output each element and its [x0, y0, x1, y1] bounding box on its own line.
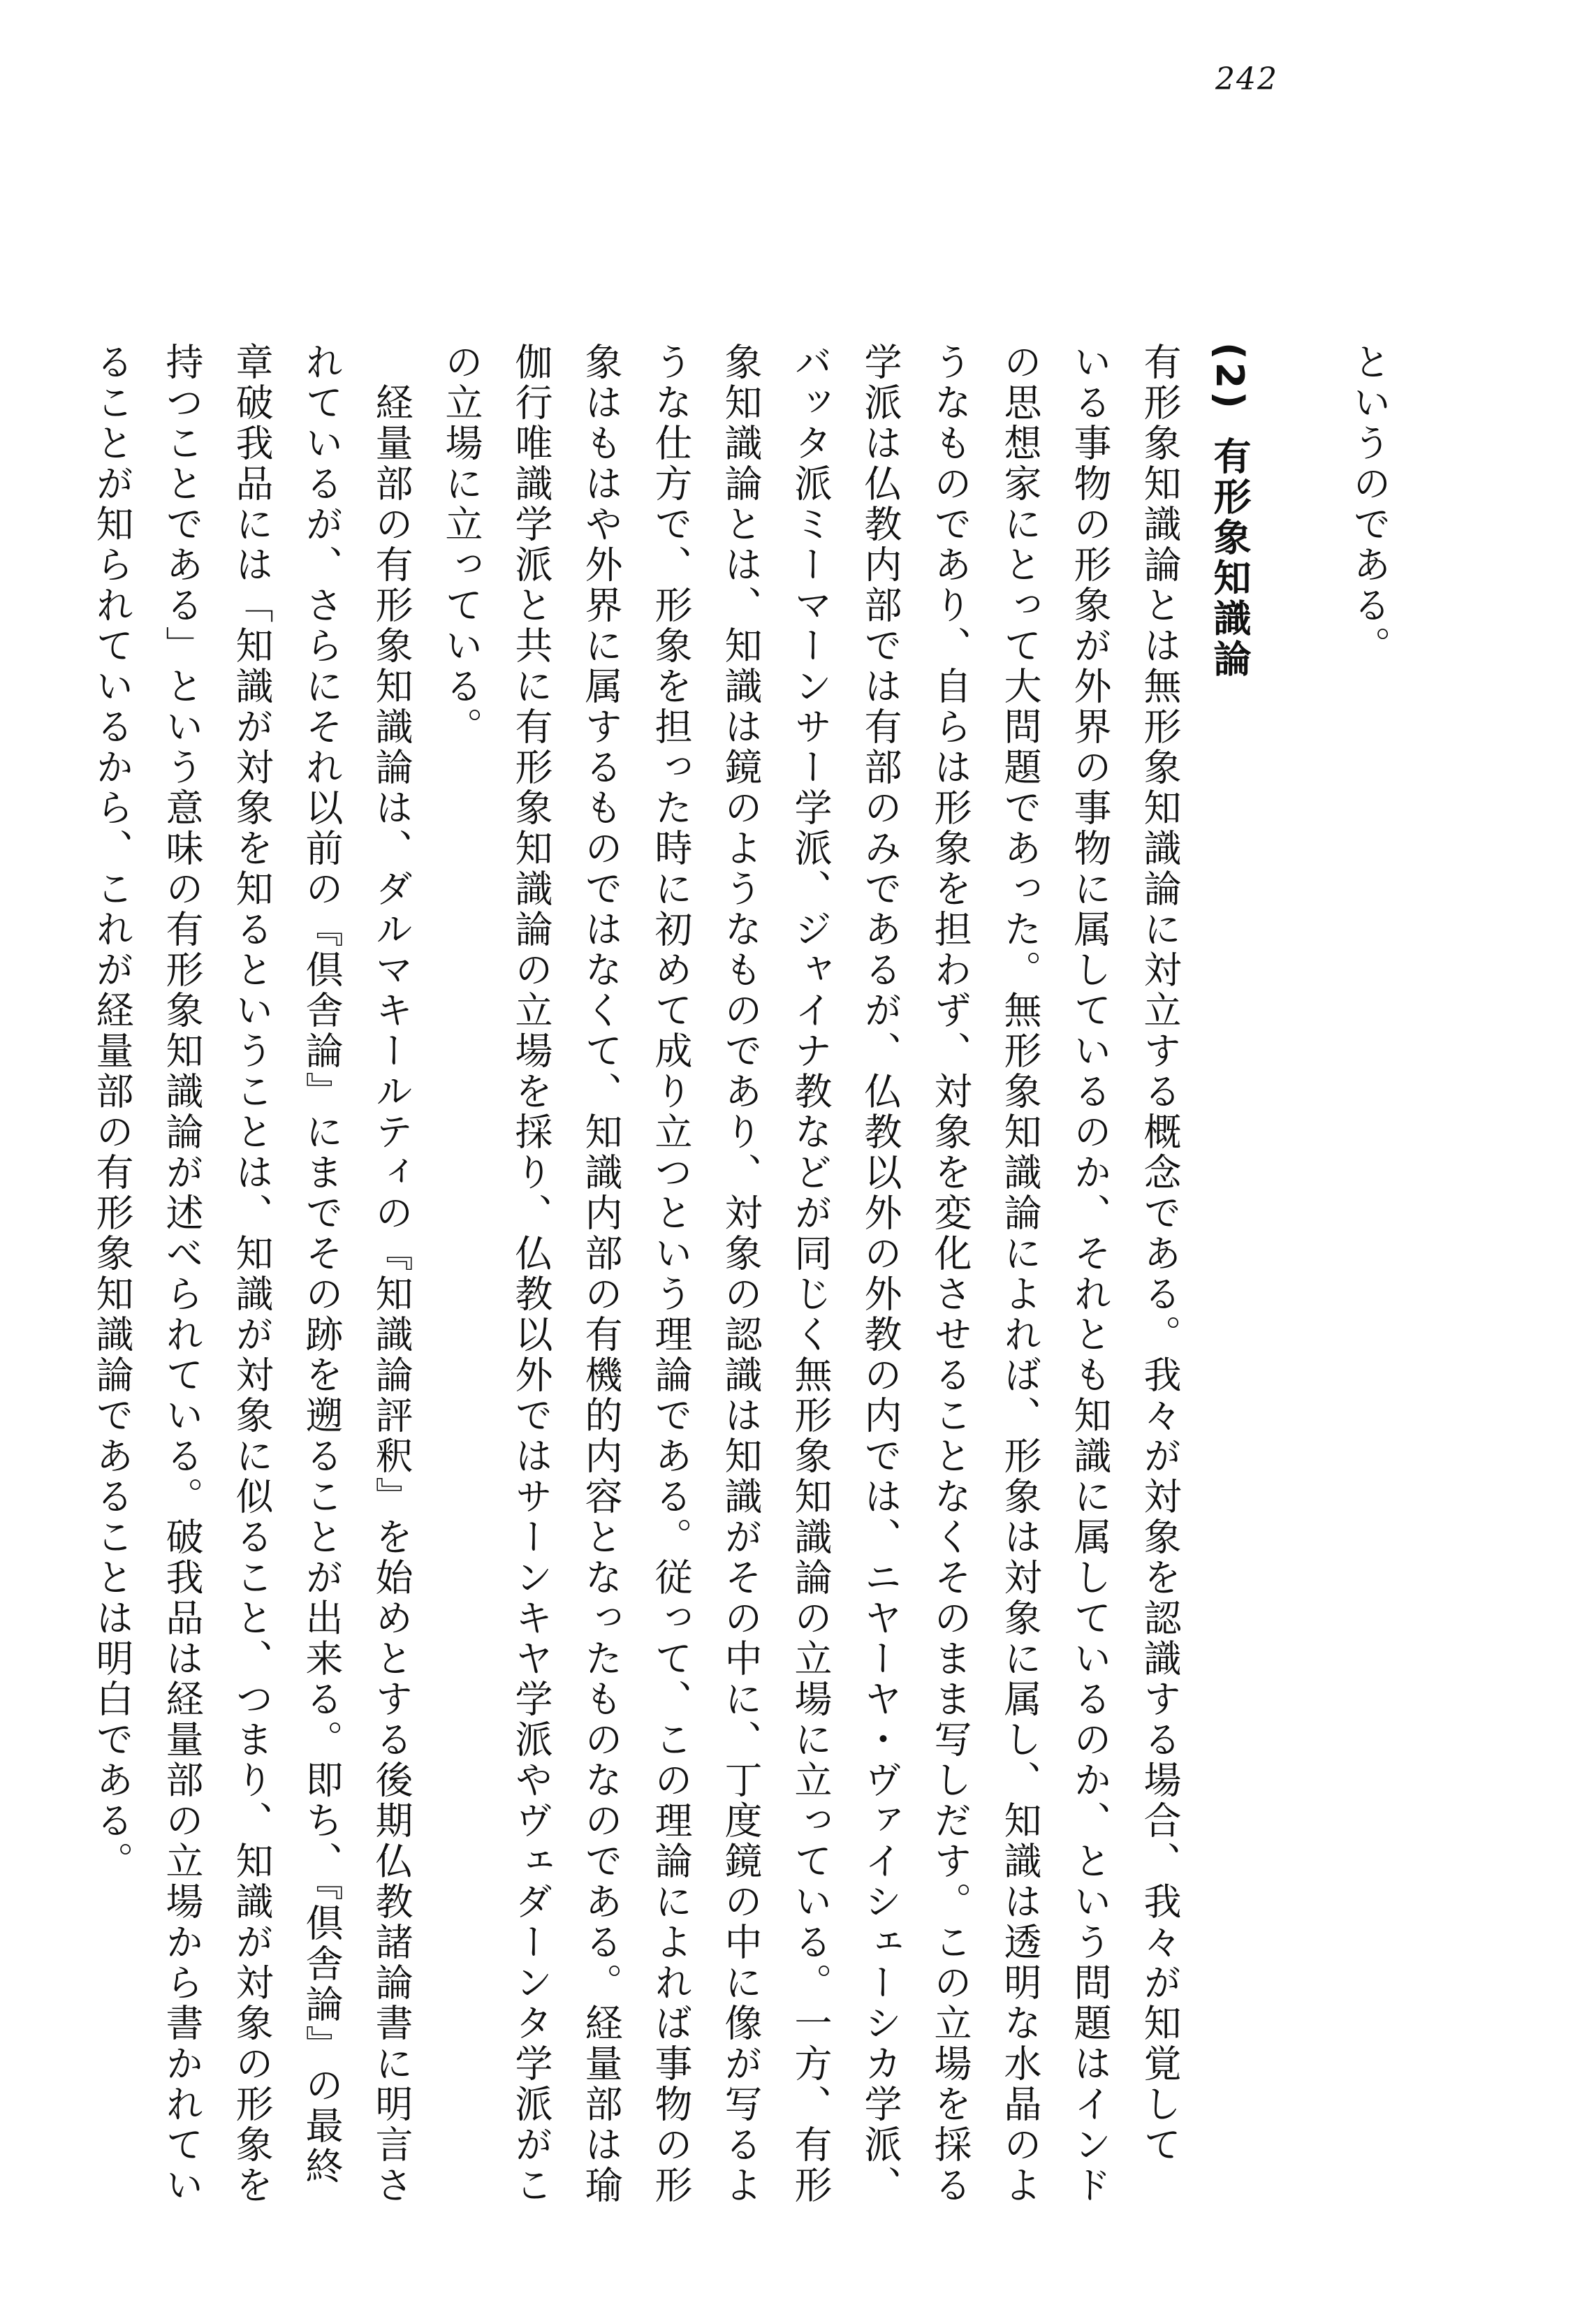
- text-line: いる事物の形象が外界の事物に属しているのか、それとも知識に属しているのか、という問題はインド: [1068, 342, 1112, 2206]
- text-line: うな仕方で、形象を担った時に初めて成り立つという理論である。従って、この理論によれば事物の形: [649, 342, 693, 2206]
- text-line: 持つことである」という意味の有形象知識論が述べられている。破我品は経量部の立場から書かれてい: [160, 342, 204, 2206]
- text-line: バッタ派ミーマーンサー学派、ジャイナ教などが同じく無形象知識論の立場に立っている。一方、有形: [789, 342, 833, 2206]
- text-line: 有形象知識論とは無形象知識論に対立する概念である。我々が対象を認識する場合、我々が知覚して: [1138, 342, 1182, 2165]
- text-line: 象知識論とは、知識は鏡のようなものであり、対象の認識は知識がその中に、丁度鏡の中に像が写るよ: [719, 342, 763, 2206]
- section-title: 有形象知識論: [1208, 436, 1252, 680]
- text-line: 経量部の有形象知識論は、ダルマキールティの『知識論評釈』を始めとする後期仏教諸論書に明言さ: [369, 342, 413, 2206]
- text-line: ることが知られているから、これが経量部の有形象知識論であることは明白である。: [90, 342, 134, 1882]
- text-line: 学派は仏教内部では有部のみであるが、仏教以外の外教の内では、ニヤーヤ・ヴァイシェーシカ学派、: [858, 342, 902, 2206]
- text-line: というのである。: [1347, 342, 1391, 666]
- text-line: の立場に立っている。: [439, 342, 483, 747]
- text-line: 伽行唯識学派と共に有形象知識論の立場を採り、仏教以外ではサーンキヤ学派やヴェダーンタ学派がこ: [509, 342, 553, 2206]
- section-heading: [1194, 342, 1264, 2242]
- blank-line: [1264, 342, 1334, 2242]
- text-line: の思想家にとって大問題であった。無形象知識論によれば、形象は対象に属し、知識は透明な水晶のよ: [998, 342, 1042, 2206]
- text-line: 章破我品には「知識が対象を知るということは、知識が対象に似ること、つまり、知識が対象の形象を: [230, 342, 274, 2206]
- section-number: (2): [1208, 342, 1252, 411]
- text-line: れているが、さらにそれ以前の『倶舎論』にまでその跡を遡ることが出来る。即ち、『倶舎論』の最終: [300, 342, 344, 2187]
- page-number: 242: [1215, 61, 1278, 97]
- text-line: 象はもはや外界に属するものではなくて、知識内部の有機的内容となったものなのである。経量部は瑜: [579, 342, 623, 2206]
- vertical-text-body: [77, 342, 1404, 2242]
- text-line: うなものであり、自らは形象を担わず、対象を変化させることなくそのまま写しだす。この立場を採る: [928, 342, 972, 2206]
